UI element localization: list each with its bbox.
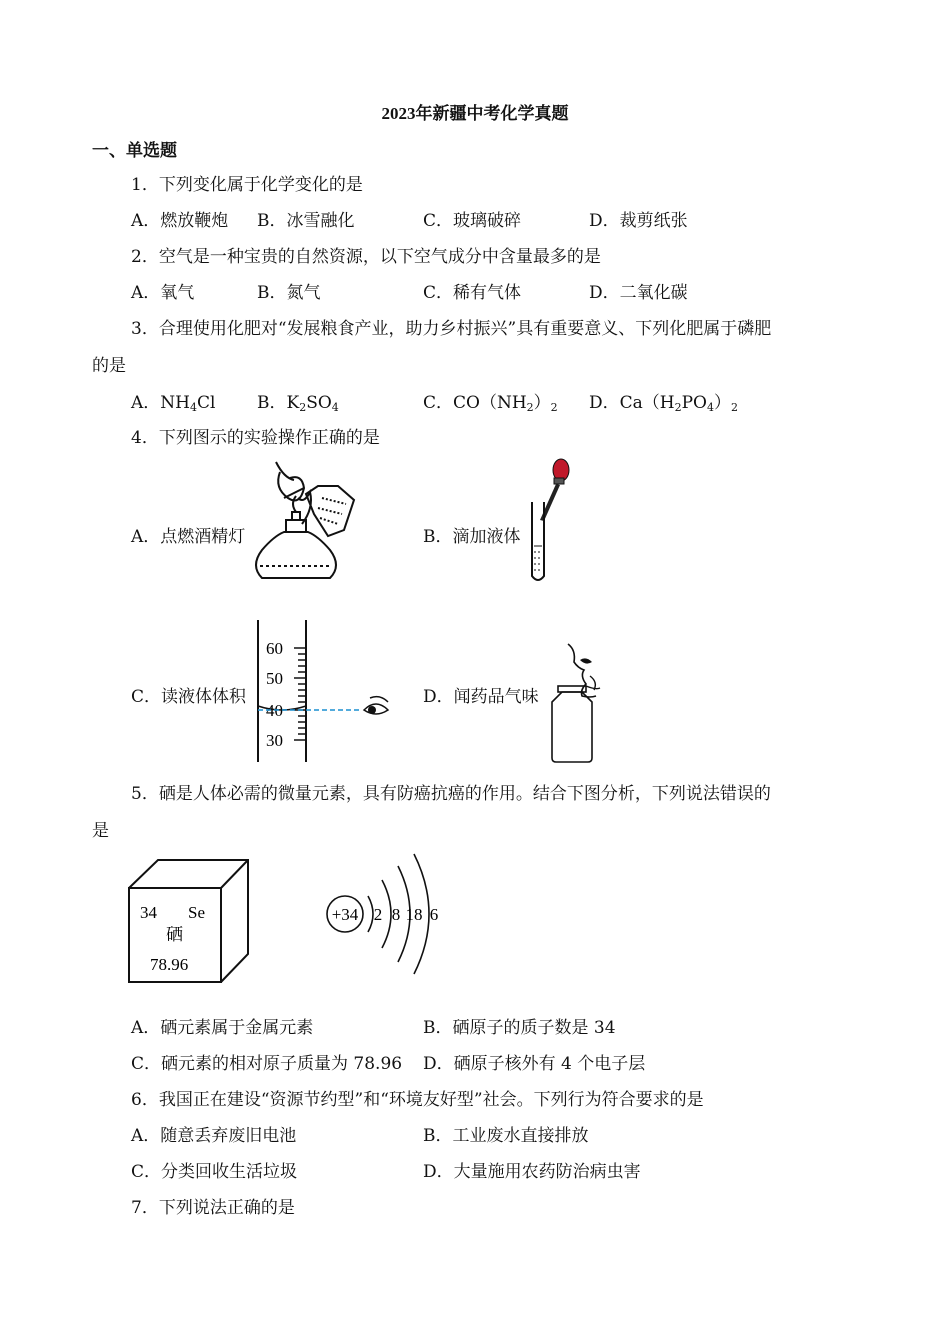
atomic-number: 34	[140, 903, 157, 922]
q1-option-b: B．冰雪融化	[257, 211, 355, 231]
element-name: 硒	[166, 925, 183, 944]
q6-option-a: A．随意丢弃废旧电池	[131, 1126, 297, 1146]
q3-option-a: A．$NH_4Cl$	[131, 393, 216, 414]
atomic-mass: 78.96	[150, 955, 189, 974]
q1-option-d: D．裁剪纸张	[589, 211, 688, 231]
smelling-illustration	[546, 640, 616, 764]
q1-option-c: C．玻璃破碎	[423, 211, 522, 231]
selenium-element-cell	[126, 856, 252, 986]
atomic-structure-diagram	[320, 850, 450, 978]
q6-option-d: D．大量施用农药防治病虫害	[423, 1162, 641, 1182]
cylinder-tick-40: 40	[266, 701, 283, 720]
q1-stem: 1．下列变化属于化学变化的是	[131, 175, 363, 195]
q4-option-b: B．滴加液体	[423, 527, 521, 547]
alcohol-lamp-illustration	[244, 458, 364, 584]
q5-option-d: D．硒原子核外有 4 个电子层	[423, 1054, 646, 1074]
q4-option-c: C．读液体体积	[131, 687, 247, 707]
q3-stem-line1: 3．合理使用化肥对“发展粮食产业，助力乡村振兴”具有重要意义、下列化肥属于磷肥	[131, 319, 772, 339]
q6-option-c: C．分类回收生活垃圾	[131, 1162, 298, 1182]
nucleus-charge: +34	[331, 905, 359, 924]
q2-stem: 2．空气是一种宝贵的自然资源，以下空气成分中含量最多的是	[131, 247, 601, 267]
q5-option-a: A．硒元素属于金属元素	[131, 1018, 314, 1038]
q1-option-a: A．燃放鞭炮	[131, 211, 229, 231]
q2-option-d: D．二氧化碳	[589, 283, 688, 303]
q4-option-d: D．闻药品气味	[423, 687, 539, 707]
shell-2-electrons: 8	[391, 905, 401, 924]
q5-stem-line1: 5．硒是人体必需的微量元素，具有防癌抗癌的作用。结合下图分析，下列说法错误的	[131, 784, 771, 804]
section-heading: 一、单选题	[92, 141, 177, 161]
q3-option-c: C．$CO(NH_2)_2$	[423, 393, 558, 414]
page-title: 2023年新疆中考化学真题	[381, 104, 569, 123]
element-symbol: Se	[188, 903, 205, 922]
q6-stem: 6．我国正在建设“资源节约型”和“环境友好型”社会。下列行为符合要求的是	[131, 1090, 704, 1110]
q4-stem: 4．下列图示的实验操作正确的是	[131, 428, 380, 448]
shell-4-electrons: 6	[429, 905, 439, 924]
cylinder-tick-30: 30	[266, 731, 283, 750]
q7-stem: 7．下列说法正确的是	[131, 1198, 295, 1218]
q6-option-b: B．工业废水直接排放	[423, 1126, 589, 1146]
cylinder-tick-60: 60	[266, 639, 283, 658]
graduated-cylinder-illustration	[250, 618, 400, 764]
q3-stem-line2: 的是	[92, 356, 126, 376]
q5-option-b: B．硒原子的质子数是 34	[423, 1018, 616, 1038]
q2-option-c: C．稀有气体	[423, 283, 522, 303]
q3-option-b: B．$K_2SO_4$	[257, 393, 339, 414]
q3-option-d: D．$Ca(H_2PO_4)_2$	[589, 393, 738, 414]
eye-icon	[364, 697, 388, 714]
q4-option-a: A．点燃酒精灯	[131, 527, 246, 547]
dropper-illustration	[526, 458, 576, 584]
cylinder-tick-50: 50	[266, 669, 283, 688]
q5-option-c: C．硒元素的相对原子质量为 78.96	[131, 1054, 403, 1074]
q5-stem-line2: 是	[92, 821, 109, 841]
shell-3-electrons: 18	[405, 905, 423, 924]
q2-option-b: B．氮气	[257, 283, 321, 303]
shell-1-electrons: 2	[373, 905, 383, 924]
q2-option-a: A．氧气	[131, 283, 195, 303]
